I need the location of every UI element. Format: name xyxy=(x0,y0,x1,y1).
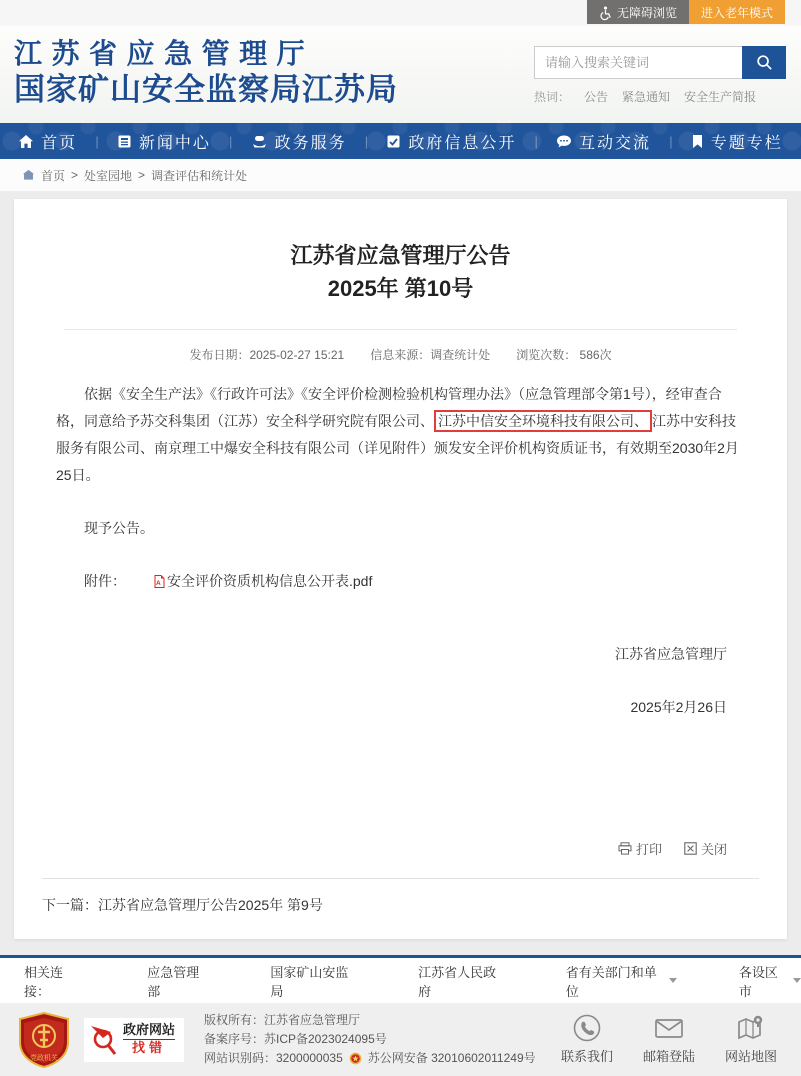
main-content-area xyxy=(0,191,801,955)
nav-label: 互动交流 xyxy=(579,134,652,152)
document-check-icon xyxy=(386,134,401,149)
publish-date: 发布日期：2025-02-27 15:21 xyxy=(189,348,345,362)
close-label: 关闭 xyxy=(700,842,727,857)
nav-label: 首页 xyxy=(41,134,78,152)
elder-mode-button[interactable] xyxy=(689,0,785,24)
site-logo[interactable] xyxy=(14,36,398,110)
news-icon xyxy=(117,134,132,149)
paragraph-text: 依据《安全生产法》《行政许可法》《安全评价检测检验机构管理办法》（应急管理部令第1号），经审查合格，同意给予苏交科集团（江苏）安全科学研究院有限公司、 xyxy=(56,386,722,429)
pdf-icon xyxy=(126,570,165,597)
nav-item-interaction[interactable] xyxy=(556,130,651,153)
wheelchair-icon xyxy=(599,6,612,19)
next-article-row xyxy=(42,895,745,915)
hot-words-label: 热词： xyxy=(534,90,571,104)
main-nav xyxy=(0,123,801,159)
nav-label: 政府信息公开 xyxy=(408,134,517,152)
copyright-text: 版权所有：江苏省应急管理厅 xyxy=(204,1013,361,1027)
nav-label: 政务服务 xyxy=(274,134,347,152)
districts-dropdown[interactable] xyxy=(739,962,801,1000)
magnifier-icon xyxy=(89,1024,119,1056)
article-title-line1: 江苏省应急管理厅公告 xyxy=(290,243,511,268)
search-button[interactable] xyxy=(742,46,786,79)
breadcrumb-separator: > xyxy=(138,168,146,182)
nav-item-home[interactable] xyxy=(18,130,77,153)
mail-login-button[interactable] xyxy=(643,1014,695,1065)
svg-text:党政机关: 党政机关 xyxy=(30,1054,58,1062)
chevron-down-icon xyxy=(669,978,677,983)
nav-item-info-disclosure[interactable] xyxy=(386,130,516,153)
nav-separator: | xyxy=(229,133,233,149)
site-header xyxy=(0,26,801,123)
related-links-label: 相关连接： xyxy=(24,964,64,999)
nav-separator: | xyxy=(669,133,673,149)
breadcrumb-separator: > xyxy=(71,168,79,182)
mail-login-label: 邮箱登陆 xyxy=(642,1049,695,1064)
chevron-down-icon xyxy=(793,978,801,983)
bookmark-icon xyxy=(691,134,704,149)
svg-text:A: A xyxy=(156,580,161,587)
police-badge-icon xyxy=(349,1052,362,1065)
police-record-link[interactable]: 苏公网安备 32010602011249号 xyxy=(367,1051,536,1065)
sitemap-button[interactable] xyxy=(725,1014,777,1065)
elder-mode-label: 进入老年模式 xyxy=(700,5,773,20)
party-government-badge[interactable] xyxy=(18,1012,70,1068)
next-article-link[interactable]: 江苏省应急管理厅公告2025年 第9号 xyxy=(98,897,323,913)
search-area xyxy=(534,46,786,105)
nav-item-special-topics[interactable] xyxy=(691,130,783,153)
article-title xyxy=(56,239,745,305)
article-paragraph-2: 现予公告。 xyxy=(84,520,154,536)
attachment-link[interactable]: 安全评价资质机构信息公开表.pdf xyxy=(167,573,373,589)
hot-word-link[interactable]: 紧急通知 xyxy=(622,90,671,104)
printer-icon xyxy=(618,842,632,855)
footer-quick-links xyxy=(561,1014,777,1065)
hot-word-link[interactable]: 安全生产简报 xyxy=(684,90,757,104)
hot-words xyxy=(534,88,786,105)
paragraph-text: 江苏中安科技服务有限公司、南京理工中爆安全科技有限公司（详见附件）颁发安全评价机构资质证书，有效期至2030年2月25日。 xyxy=(56,413,739,483)
accessibility-button[interactable] xyxy=(587,0,689,24)
article-card xyxy=(14,199,787,939)
home-icon xyxy=(22,169,35,181)
jiucuo-line1: 政府网站 xyxy=(123,1023,175,1040)
related-link-mem[interactable]: 应急管理部 xyxy=(147,964,200,999)
org-title-line2: 国家矿山安全监察局江苏局 xyxy=(14,72,398,107)
breadcrumb xyxy=(0,159,801,191)
attachment-row xyxy=(56,568,745,597)
breadcrumb-level2[interactable]: 调查评估和统计处 xyxy=(151,168,248,183)
top-utility-bar xyxy=(0,0,801,26)
org-title-line1: 江苏省应急管理厅 xyxy=(14,38,315,69)
site-footer xyxy=(0,1003,801,1076)
nav-separator: | xyxy=(95,133,99,149)
info-source: 信息来源：调查统计处 xyxy=(370,348,491,362)
site-id: 网站识别码：3200000035 xyxy=(204,1051,343,1065)
breadcrumb-level1[interactable]: 处室园地 xyxy=(84,168,133,183)
next-article-label: 下一篇： xyxy=(42,897,98,913)
footer-badges xyxy=(18,1012,184,1068)
icp-number: 备案序号：苏ICP备2023024095号 xyxy=(204,1032,387,1046)
map-icon xyxy=(736,1014,766,1042)
home-icon xyxy=(18,134,34,149)
highlight-annotation-box: 江苏中信安全环境科技有限公司、 xyxy=(434,410,652,432)
article-tools xyxy=(56,839,745,858)
close-button[interactable] xyxy=(684,839,727,858)
service-hand-icon xyxy=(251,134,268,149)
title-divider xyxy=(64,329,737,330)
attachment-label: 附件： xyxy=(84,573,126,589)
search-icon xyxy=(756,54,773,71)
nav-separator: | xyxy=(534,133,538,149)
print-button[interactable] xyxy=(618,839,662,858)
view-count: 浏览次数： 586次 xyxy=(516,348,612,362)
article-paragraph-1 xyxy=(56,381,745,489)
jiucuo-line2: 找错 xyxy=(132,1040,167,1055)
dropdown-label: 省有关部门和单位 xyxy=(565,964,657,999)
sitemap-label: 网站地图 xyxy=(724,1049,777,1064)
related-link-mine-bureau[interactable]: 国家矿山安监局 xyxy=(270,964,349,999)
related-links-bar xyxy=(0,955,801,1003)
print-label: 打印 xyxy=(635,842,662,857)
contact-us-label: 联系我们 xyxy=(560,1049,613,1064)
related-link-provincial-gov[interactable]: 江苏省人民政府 xyxy=(418,964,497,999)
footer-copyright xyxy=(204,1011,536,1068)
article-meta xyxy=(56,346,745,363)
contact-us-button[interactable] xyxy=(561,1014,613,1065)
close-icon xyxy=(684,842,697,855)
nav-label: 专题专栏 xyxy=(710,134,783,152)
departments-dropdown[interactable] xyxy=(566,962,677,1000)
nav-separator: | xyxy=(364,133,369,149)
breadcrumb-home[interactable]: 首页 xyxy=(41,168,66,183)
dropdown-label: 各设区市 xyxy=(738,964,778,999)
hot-word-link[interactable]: 公告 xyxy=(584,90,609,104)
site-error-report-badge[interactable] xyxy=(84,1018,184,1062)
article-date: 2025年2月26日 xyxy=(630,699,727,715)
article-title-line2: 2025年 第10号 xyxy=(327,276,474,301)
bottom-divider xyxy=(42,878,759,879)
nav-item-services[interactable] xyxy=(251,130,347,153)
chat-bubble-icon xyxy=(556,134,572,149)
article-signature: 江苏省应急管理厅 xyxy=(615,646,727,662)
nav-label: 新闻中心 xyxy=(138,134,211,152)
phone-icon xyxy=(573,1014,601,1042)
search-input[interactable] xyxy=(534,46,742,79)
accessibility-label: 无障碍浏览 xyxy=(616,5,677,20)
envelope-icon xyxy=(653,1014,685,1042)
nav-item-news[interactable] xyxy=(117,130,211,153)
